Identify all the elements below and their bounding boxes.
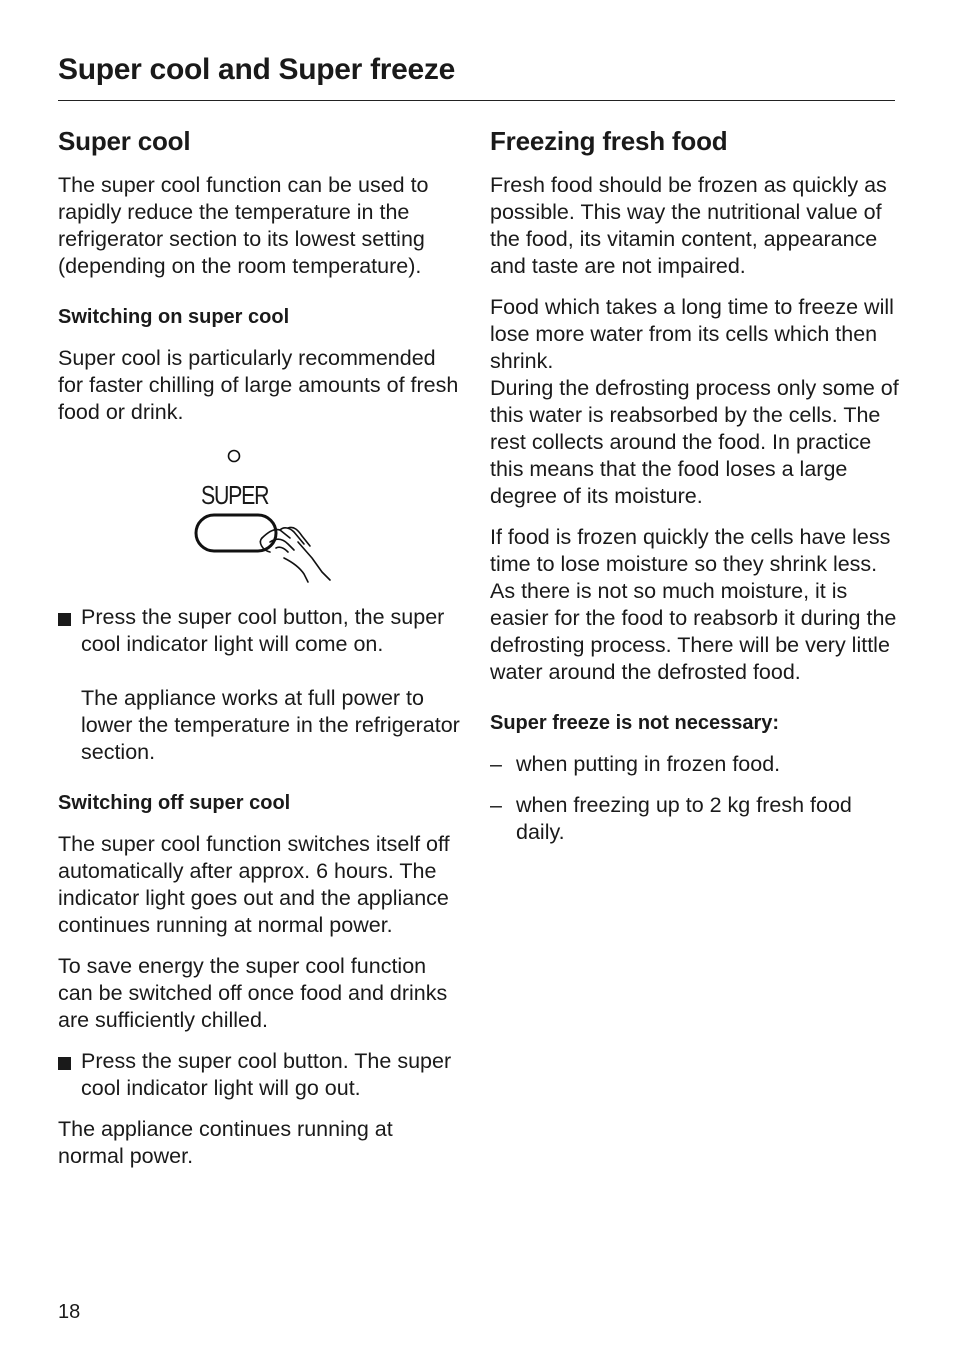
switching-off-text-2: To save energy the super cool function can be switched off once food and drinks are sufficiently chilled.	[58, 954, 448, 1032]
freezing-fresh-food-heading: Freezing fresh food	[490, 126, 728, 156]
bullet-square-icon	[58, 613, 71, 626]
list-item-text: when freezing up to 2 kg fresh food daily.	[516, 793, 852, 844]
switch-on-step	[58, 604, 460, 766]
list-item	[490, 751, 900, 778]
switch-off-step-text: Press the super cool button. The super cool indicator light will go out.	[81, 1049, 452, 1100]
switching-on-heading: Switching on super cool	[58, 306, 290, 328]
super-button-drawing	[58, 446, 460, 586]
super-button-label: SUPER	[201, 480, 269, 510]
switching-on-text: Super cool is particularly recommended for faster chilling of large amounts of fresh food or drink.	[58, 346, 459, 424]
switch-on-step-note: The appliance works at full power to lower the temperature in the refrigerator section.	[81, 686, 460, 764]
switch-on-step-text: Press the super cool button, the super cool indicator light will come on.	[81, 605, 445, 656]
page-number: 18	[58, 1301, 81, 1323]
right-column	[490, 122, 900, 846]
list-item	[490, 792, 900, 846]
super-button-illustration	[58, 446, 460, 586]
list-item-text: when putting in frozen food.	[516, 752, 781, 776]
dash-bullet: –	[490, 752, 502, 776]
super-cool-heading: Super cool	[58, 126, 191, 156]
freezing-para-3: If food is frozen quickly the cells have less time to lose moisture so they shrink less. As there is not so much moisture, it is easier for the food to reabsorb it during the defrosting process. There will be very little water around the defrosted food.	[490, 525, 897, 684]
freezing-para-1: Fresh food should be frozen as quickly as possible. This way the nutritional value of the food, its vitamin content, appearance and taste are not impaired.	[490, 173, 887, 278]
switching-off-text-1: The super cool function switches itself off automatically after approx. 6 hours. The indicator light goes out and the appliance continues running at normal power.	[58, 832, 450, 937]
super-button-icon	[196, 515, 276, 551]
title-divider	[58, 100, 895, 101]
bullet-square-icon	[58, 1057, 71, 1070]
left-column	[58, 122, 460, 1170]
indicator-light-icon	[229, 451, 240, 462]
page-title: Super cool and Super freeze	[58, 53, 456, 86]
pressing-hand-icon	[260, 527, 330, 582]
super-cool-intro: The super cool function can be used to rapidly reduce the temperature in the refrigerator section to its lowest setting (depending on the room temperature).	[58, 173, 429, 278]
switch-off-step	[58, 1048, 460, 1102]
super-freeze-not-necessary-heading: Super freeze is not necessary:	[490, 712, 780, 734]
switching-off-heading: Switching off super cool	[58, 792, 291, 814]
dash-bullet: –	[490, 793, 502, 817]
freezing-para-2a: Food which takes a long time to freeze will lose more water from its cells which then shrink.	[490, 295, 894, 373]
freezing-para-2b: During the defrosting process only some of this water is reabsorbed by the cells. The rest collects around the food. In practice this means that the food loses a large degree of its moisture.	[490, 376, 899, 508]
switch-off-result: The appliance continues running at normal power.	[58, 1117, 393, 1168]
